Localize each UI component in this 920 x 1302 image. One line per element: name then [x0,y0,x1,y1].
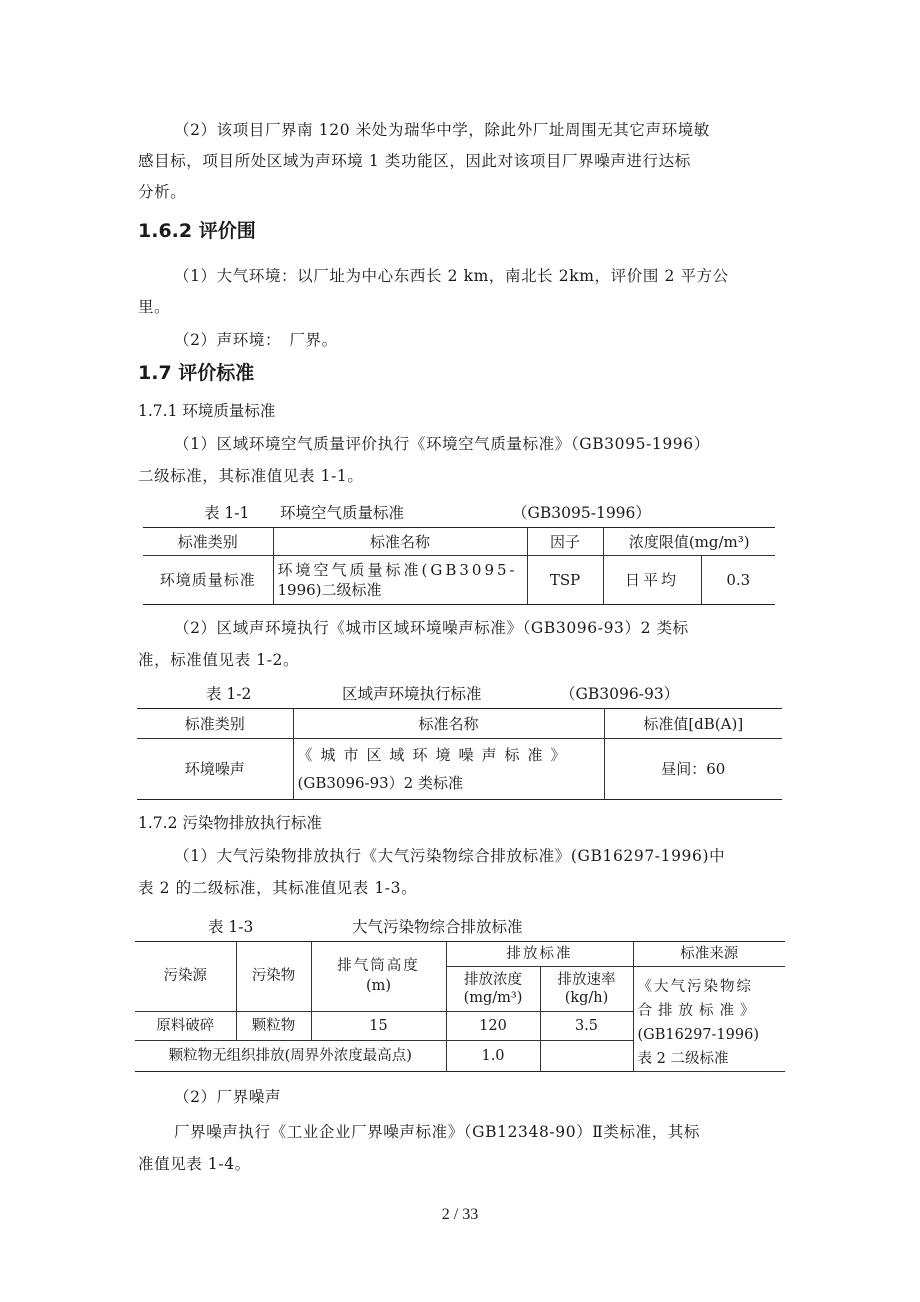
header-cell: 标准名称 [293,709,604,739]
cell-line: 排放浓度 [464,971,522,988]
paragraph-line: 分析。 [138,183,187,201]
table-caption-title: 区域声环境执行标准 [342,685,482,703]
table-header-row [137,709,782,739]
header-cell: 标准值[dB(A)] [604,709,782,739]
paragraph-line: 表 2 的二级标准，其标准值见表 1-3。 [138,879,418,897]
table-regional-noise-standard [137,708,782,800]
table-row [137,739,782,800]
cell-standard-name [293,739,604,800]
header-cell: 标准类别 [137,709,293,739]
header-cell: 标准类别 [143,528,273,556]
cell-concentration: 1.0 [446,1040,540,1071]
header-cell: 因子 [527,528,603,556]
cell-concentration: 120 [446,1011,540,1040]
header-cell: 标准名称 [273,528,527,556]
cell-line: 排气筒高度 [337,958,420,975]
cell-line: (kg/h) [564,989,609,1006]
paragraph-line: 感目标，项目所处区域为声环境 1 类功能区，因此对该项目厂界噪声进行达标 [138,152,691,170]
cell-line: 《城市区域环境噪声标准》 [297,746,574,764]
cell-line: 表 2 二级标准 [637,1051,729,1067]
table-caption-number: 表 1-3 [208,918,254,936]
header-cell-stack-height [311,942,446,1012]
table-caption-title: 大气污染物综合排放标准 [352,918,523,936]
paragraph-line: （1）区域环境空气质量评价执行《环境空气质量标准》（GB3095-1996） [174,435,710,453]
header-cell-standard-source: 标准来源 [633,942,785,967]
header-cell-emission-standard: 排放标准 [446,942,633,967]
table-caption-code: （GB3095-1996） [512,504,651,522]
cell-line: (GB16297-1996) [637,1027,759,1043]
paragraph-line: （2）厂界噪声 [174,1088,282,1106]
section-heading-1-7: 1.7 评价标准 [138,362,255,384]
paragraph-line: 准值见表 1-4。 [138,1155,251,1173]
page-indicator: 2 / 33 [441,1206,479,1223]
header-cell-source: 污染源 [135,942,236,1012]
cell-value: 昼间：60 [604,739,782,800]
header-cell: 浓度限值(mg/m³) [603,528,775,556]
cell-line: 合排放标准》 [637,1003,761,1019]
paragraph-line: 准，标准值见表 1-2。 [138,651,300,669]
subsection-heading-1-7-1: 1.7.1 环境质量标准 [138,402,276,420]
cell-source: 原料破碎 [135,1011,236,1040]
cell-line: (GB3096-93）2 类标准 [297,774,463,792]
table-caption-code: （GB3096-93） [560,685,680,703]
cell-line: (m) [365,978,392,995]
cell-category: 环境质量标准 [143,556,273,605]
cell-line: 排放速率 [557,971,616,988]
paragraph-line: （2）该项目厂界南 120 米处为瑞华中学，除此外厂址周围无其它声环境敏 [174,121,710,139]
table-row [143,556,775,605]
paragraph-line: （2）区域声环境执行《城市区域环境噪声标准》（GB3096-93）2 类标 [174,619,689,637]
subsection-heading-1-7-2: 1.7.2 污染物排放执行标准 [138,814,322,832]
header-cell-concentration [446,967,540,1012]
cell-fugitive-label: 颗粒物无组织排放(周界外浓度最高点) [135,1040,446,1071]
paragraph-line: （1）大气环境：以厂址为中心东西长 2 km，南北长 2km，评价围 2 平方公 [174,267,729,285]
cell-category: 环境噪声 [137,739,293,800]
cell-standard-source [633,967,785,1072]
cell-line: (mg/m³) [463,989,523,1006]
table-caption-title: 环境空气质量标准 [280,504,405,522]
table-caption-number: 表 1-2 [206,685,252,703]
cell-standard-name [273,556,527,605]
table-header-row [135,942,785,967]
table-air-quality-standard [143,527,775,605]
paragraph-line: 厂界噪声执行《工业企业厂界噪声标准》（GB12348-90）Ⅱ类标准，其标 [174,1123,701,1141]
header-cell-rate [540,967,633,1012]
cell-rate: 3.5 [540,1011,633,1040]
paragraph-line: 里。 [138,298,171,316]
cell-factor: TSP [527,556,603,605]
paragraph-line: 二级标准，其标准值见表 1-1。 [138,467,364,485]
cell-period: 日平均 [603,556,701,605]
table-air-pollutant-emission-standard [135,941,785,1072]
cell-stack-height: 15 [311,1011,446,1040]
table-header-row [143,528,775,556]
cell-rate [540,1040,633,1071]
cell-line: 环境空气质量标准(GB3095- [277,561,518,579]
cell-value: 0.3 [701,556,775,605]
cell-line: 《大气污染物综 [637,979,753,995]
section-heading-1-6-2: 1.6.2 评价围 [138,220,256,242]
paragraph-line: （1）大气污染物排放执行《大气污染物综合排放标准》(GB16297-1996)中 [174,847,726,865]
header-cell-pollutant: 污染物 [236,942,311,1012]
table-caption-number: 表 1-1 [204,504,250,522]
cell-pollutant: 颗粒物 [236,1011,311,1040]
paragraph-line: （2）声环境： 厂界。 [174,331,338,349]
cell-line: 1996)二级标准 [277,581,382,599]
